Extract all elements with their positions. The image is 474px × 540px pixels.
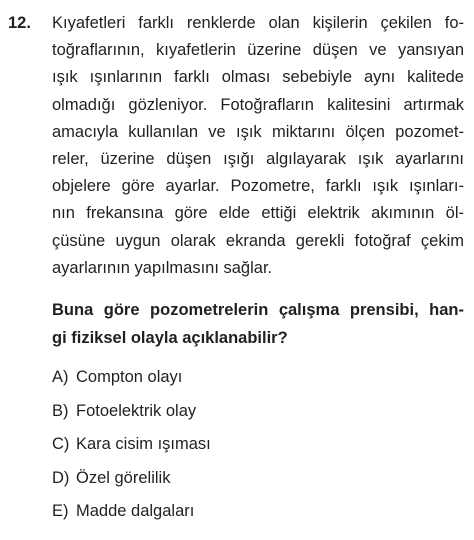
option-e[interactable] — [52, 501, 464, 535]
option-letter: A) — [52, 368, 69, 386]
option-text: Fotoelektrik olay — [76, 401, 197, 420]
stem-line: nın frekansına göre elde ettiği elektrik akımının öl- — [52, 204, 464, 223]
option-b[interactable] — [52, 401, 464, 435]
stem-line: Kıyafetleri farklı renklerde olan kişilerin çekilen fo- — [52, 14, 464, 32]
question-number: 12. — [8, 14, 31, 32]
option-d[interactable] — [52, 468, 464, 502]
prompt-line: Buna göre pozometrelerin çalışma prensibi, han- — [52, 301, 464, 319]
stem-line: ışık ışınlarının farklı olması sebebiyle aynı kalitede — [52, 68, 464, 87]
option-text: Madde dalgaları — [76, 502, 195, 520]
stem-line: ayarlarının yapılmasını sağlar. — [52, 258, 273, 277]
prompt-line: gi fiziksel olayla açıklanabilir? — [52, 329, 288, 347]
answer-options — [52, 367, 464, 535]
option-a[interactable] — [52, 367, 464, 401]
stem-line: olmadığı gözleniyor. Fotoğrafların kalitesini artırmak — [52, 95, 464, 114]
option-letter: C) — [52, 435, 70, 453]
stem-line: toğraflarının, kıyafetlerin üzerine düşen ve yansıyan — [52, 41, 464, 60]
stem-line: amacıyla kullanılan ve ışık miktarını ölçen pozomet- — [52, 122, 464, 141]
option-letter: E) — [52, 502, 69, 520]
option-text: Kara cisim ışıması — [76, 435, 211, 453]
option-text: Özel görelilik — [76, 468, 171, 487]
option-c[interactable] — [52, 434, 464, 468]
option-text: Compton olayı — [76, 368, 183, 386]
option-letter: B) — [52, 401, 69, 420]
stem-line: objelere göre ayarlar. Pozometre, farklı ışık ışınları- — [52, 177, 464, 196]
question-stem — [52, 13, 464, 285]
stem-line: çüsüne uygun olarak ekranda gerekli fotoğraf çekim — [52, 231, 464, 250]
question-prompt — [52, 300, 464, 356]
option-letter: D) — [52, 468, 70, 487]
stem-line: reler, üzerine düşen ışığı algılayarak ışık ayarlarını — [52, 149, 464, 168]
